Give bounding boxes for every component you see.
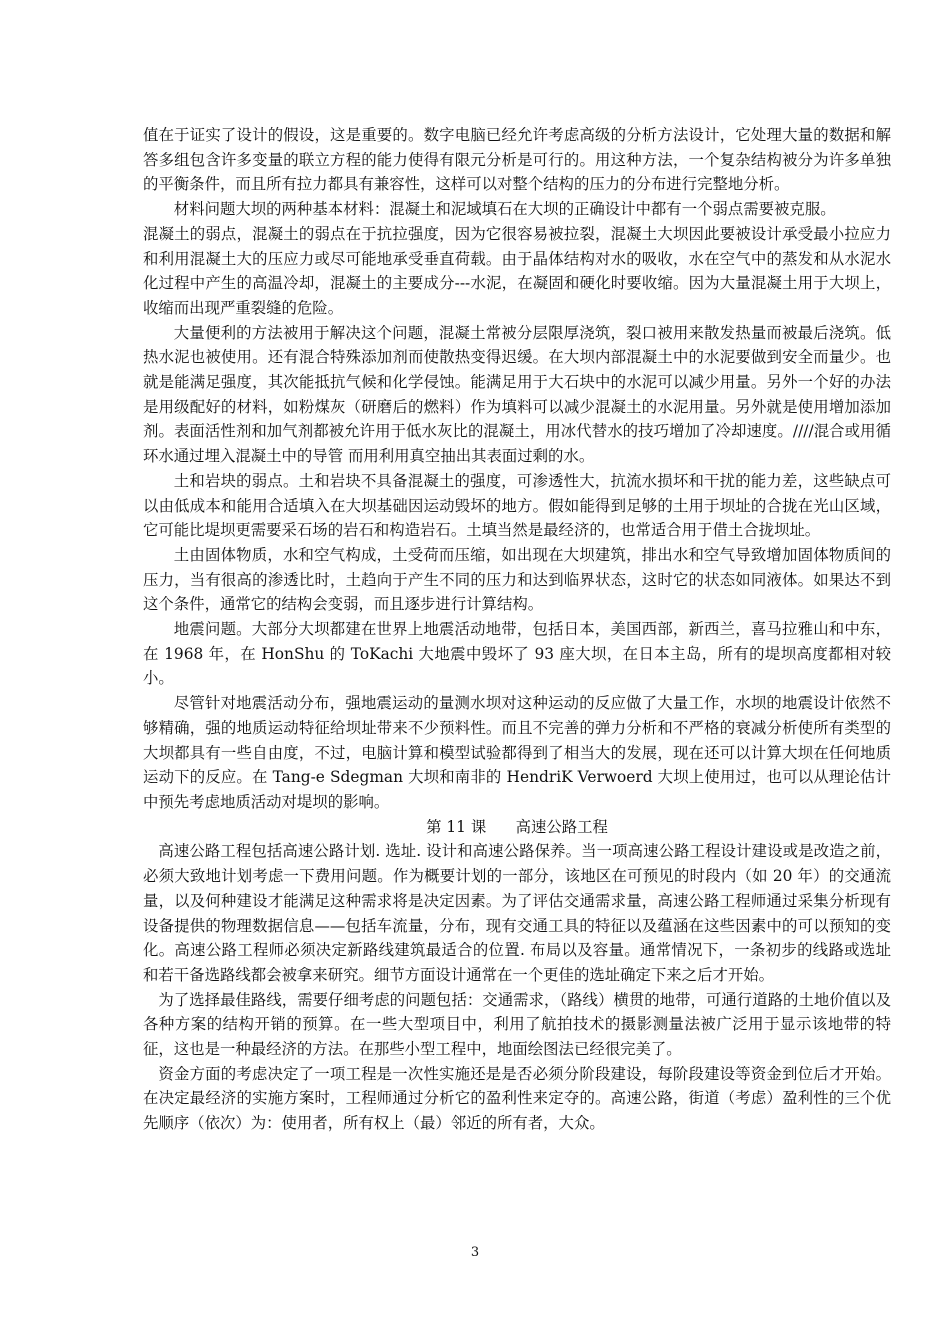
paragraph-highway-engineering: 高速公路工程包括高速公路计划. 选址. 设计和高速公路保养。当一项高速公路工程设计建设或是改造之前，必须大致地计划考虑一下费用问题。作为概要计划的一部分，该地区在可预见的时段内（如 20 年）的交通流量，以及何种建设才能满足这种需求将是决定因素。为了评估交通需求量，高速公路工程师通过采集分析现有设备提供的物理数据信息——包括车流量，分布，现有交通工具的特征以及蕴涵在这些因素中的可以预知的变化。高速公路工程师必须决定新路线建筑最适合的位置. 布局以及容量。通常情况下，一条初步的线路或选址和若干备选路线都会被拿来研究。细节方面设计通常在一个更佳的选址确定下来之后才开始。 [143, 842, 891, 984]
document-body [143, 123, 891, 1136]
lesson-title: 第 11 课 高速公路工程 [426, 817, 608, 836]
paragraph-soil-composition: 土由固体物质，水和空气构成，土受荷而压缩，如出现在大坝建筑，排出水和空气导致增加固体物质间的压力，当有很高的渗透比时，土趋向于产生不同的压力和达到临界状态，这时它的状态如同液体。如果达不到这个条件，通常它的结构会变弱，而且逐步进行计算结构。 [143, 545, 891, 614]
paragraph-concrete-solutions: 大量便利的方法被用于解决这个问题，混凝土常被分层限厚浇筑，裂口被用来散发热量而被最后浇筑。低热水泥也被使用。还有混合特殊添加剂而使散热变得迟缓。在大坝内部混凝土中的水泥要做到安全而量少。也就是能满足强度，其次能抵抗气候和化学侵蚀。能满足用于大石块中的水泥可以减少用量。另外一个好的办法是用级配好的材料，如粉煤灰（研磨后的燃料）作为填料可以减少混凝土的水泥用量。另外就是使用增加添加剂。表面活性剂和加气剂都被允许用于低水灰比的混凝土，用冰代替水的技巧增加了冷却速度。////混合或用循环水通过埋入混凝土中的导管 而用利用真空抽出其表面过剩的水。 [143, 323, 891, 466]
paragraph-earthquake-problem: 地震问题。大部分大坝都建在世界上地震活动地带，包括日本，美国西部，新西兰，喜马拉雅山和中东，在 1968 年，在 HonShu 的 ToKachi 大地震中毁坏了 93 座大坝，在日本主岛，所有的堤坝高度都相对较小。 [143, 620, 891, 688]
paragraph-seismic-design: 尽管针对地震活动分布，强地震运动的量测水坝对这种运动的反应做了大量工作，水坝的地震设计依然不够精确，强的地质运动特征给坝址带来不少预料性。而且不完善的弹力分析和不严格的衰减分析使所有类型的大坝都具有一些自由度，不过，电脑计算和模型试验都得到了相当大的发展，现在还可以计算大坝在任何地质运动下的反应。在 Tang-e Sdegman 大坝和南非的 HendriK Verwoerd 大坝上使用过，也可以从理论估计中预先考虑地质活动对堤坝的影响。 [143, 694, 891, 811]
paragraph-finite-element-analysis: 值在于证实了设计的假设，这是重要的。数字电脑已经允许考虑高级的分析方法设计，它处理大量的数据和解答多组包含许多变量的联立方程的能力使得有限元分析是可行的。用这种方法，一个复杂结构被分为许多单独的平衡条件，而且所有拉力都具有兼容性，这样可以对整个结构的压力的分布进行完整地分析。 [143, 126, 891, 194]
page-number: 3 [470, 1245, 480, 1260]
paragraph-funding: 资金方面的考虑决定了一项工程是一次性实施还是是否必须分阶段建设，每阶段建设等资金到位后才开始。在决定最经济的实施方案时，工程师通过分析它的盈利性来定夺的。高速公路，街道（考虑）盈利性的三个优先顺序（依次）为：使用者，所有权上（最）邻近的所有者，大众。 [143, 1064, 891, 1133]
paragraph-material-problem: 材料问题大坝的两种基本材料：混凝土和泥域填石在大坝的正确设计中都有一个弱点需要被克服。 [173, 200, 836, 219]
paragraph-soil-rock-weakness: 土和岩块的弱点。土和岩块不具备混凝土的强度，可渗透性大，抗流水损坏和干扰的能力差，这些缺点可以由低成本和能用合适填入在大坝基础因运动毁坏的地方。假如能得到足够的土用于坝址的合拢在光山区域，它可能比堤坝更需要采石场的岩石和构造岩石。土填当然是最经济的，也常适合用于借土合拢坝址。 [143, 471, 891, 540]
paragraph-concrete-weakness: 混凝土的弱点，混凝土的弱点在于抗拉强度，因为它很容易被拉裂，混凝土大坝因此要被设计承受最小拉应力和利用混凝土大的压应力或尽可能地承受垂直荷载。由于晶体结构对水的吸收，水在空气中的蒸发和从水泥水化过程中产生的高温冷却，混凝土的主要成分---水泥，在凝固和硬化时要收缩。因为大量混凝土用于大坝上，收缩而出现严重裂缝的危险。 [143, 224, 891, 317]
paragraph-route-selection: 为了选择最佳路线，需要仔细考虑的问题包括：交通需求，（路线）横贯的地带，可通行道路的土地价值以及各种方案的结构开销的预算。在一些大型项目中，利用了航拍技术的摄影测量法被广泛用于显示该地带的特征，这也是一种最经济的方法。在那些小型工程中，地面绘图法已经很完美了。 [143, 990, 891, 1059]
